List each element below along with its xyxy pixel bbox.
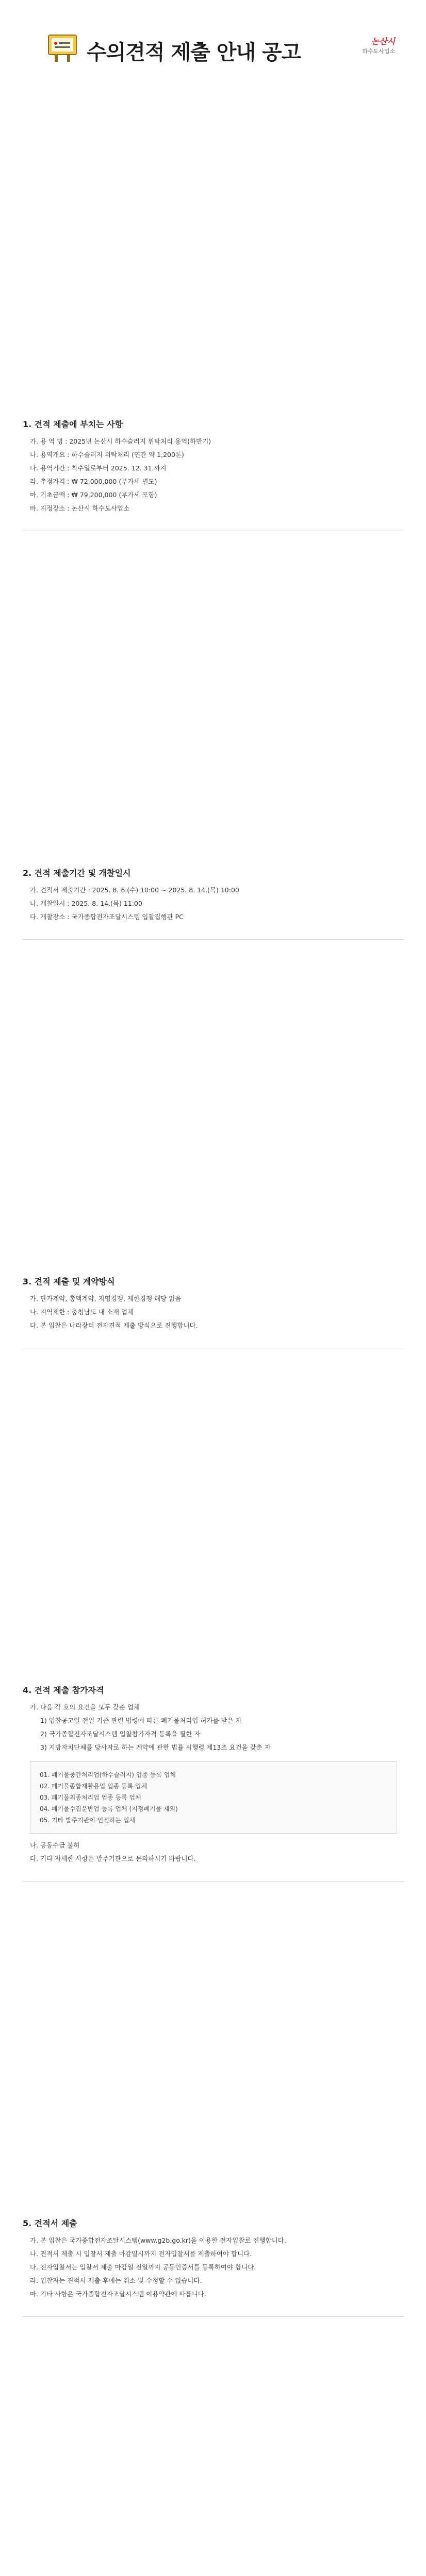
section-line: 나. 개찰일시 : 2025. 8. 14.(목) 11:00 (30, 900, 142, 907)
section-2 (23, 867, 404, 924)
section-line: 나. 공동수급 불허 (30, 1841, 80, 1849)
section-line: 가. 견적서 제출기간 : 2025. 8. 6.(수) 10:00 ~ 2025. 8. 14.(목) 10:00 (30, 886, 239, 894)
section-line: 라. 추정가격 : ₩ 72,000,000 (부가세 별도) (30, 478, 157, 485)
section-line: 가. 단가계약, 총액계약, 지명경쟁, 제한경쟁 해당 없음 (30, 1295, 182, 1302)
logo-sub: 하수도사업소 (362, 48, 395, 55)
section-line: 2) 국가종합전자조달시스템 입찰참가자격 등록을 필한 자 (40, 1730, 201, 1738)
section-title: 3. 견적 제출 및 계약방식 (23, 1277, 115, 1286)
section-1 (23, 418, 404, 515)
section-4 (23, 1684, 404, 1866)
section-line: 바. 지정장소 : 논산시 하수도사업소 (30, 504, 130, 512)
section-line: 다. 기타 자세한 사항은 발주기관으로 문의하시기 바랍니다. (30, 1855, 196, 1862)
eligibility-item: 01. 폐기물중간처리업(하수슬러지) 업종 등록 업체 (40, 1771, 176, 1778)
section-line: 다. 전자입찰서는 입찰서 제출 마감일 전일까지 공동인증서를 등록하여야 합니다. (30, 2263, 256, 2271)
section-line: 나. 지역제한 : 충청남도 내 소재 업체 (30, 1308, 134, 1316)
section-line: 라. 입찰자는 견적서 제출 후에는 취소 및 수정할 수 없습니다. (30, 2277, 202, 2284)
section-line: 마. 기초금액 : ₩ 79,200,000 (부가세 포함) (30, 491, 157, 499)
section-divider (23, 1881, 404, 1882)
eligibility-box (30, 1761, 397, 1834)
notice-board-icon (46, 32, 78, 64)
section-title: 2. 견적 제출기간 및 개찰일시 (23, 868, 131, 878)
section-line: 가. 용 역 명 : 2025년 논산시 하수슬러지 위탁처리 용역(하반기) (30, 437, 211, 445)
section-5 (23, 2217, 404, 2301)
eligibility-item: 05. 기타 발주기관이 인정하는 업체 (40, 1817, 136, 1824)
section-line: 가. 다음 각 호의 요건을 모두 갖춘 업체 (30, 1703, 140, 1711)
section-line: 가. 본 입찰은 국가종합전자조달시스템(www.g2b.go.kr)을 이용한 전자입찰로 진행합니다. (30, 2236, 286, 2244)
section-line: 나. 용역개요 : 하수슬러지 위탁처리 (연간 약 1,200톤) (30, 451, 184, 459)
section-title: 1. 견적 제출에 부치는 사항 (23, 419, 123, 429)
section-line: 다. 용역기간 : 착수일로부터 2025. 12. 31.까지 (30, 464, 167, 472)
section-title: 5. 견적서 제출 (23, 2218, 77, 2228)
page-title: 수의견적 제출 안내 공고 (87, 41, 301, 64)
section-line: 3) 지방자치단체를 당사자로 하는 계약에 관한 법률 시행령 제13조 요건을 갖춘 자 (40, 1743, 271, 1751)
section-3 (23, 1275, 404, 1332)
section-divider (23, 939, 404, 940)
header (0, 0, 426, 77)
section-title: 4. 견적 제출 참가자격 (23, 1685, 104, 1695)
section-line: 다. 개찰장소 : 국가종합전자조달시스템 입찰집행관 PC (30, 913, 184, 921)
section-divider (23, 2316, 404, 2317)
section-line: 마. 기타 사항은 국가종합전자조달시스템 이용약관에 따릅니다. (30, 2290, 206, 2298)
section-line: 나. 견적서 제출 시 입찰서 제출 마감일시까지 전자입찰서를 제출하여야 합니다. (30, 2250, 252, 2258)
eligibility-item: 04. 폐기물수집운반업 등록 업체 (지정폐기물 제외) (40, 1805, 178, 1812)
org-logo (362, 35, 395, 55)
logo-main: 논산시 (371, 37, 395, 46)
eligibility-item: 03. 폐기물최종처리업 업종 등록 업체 (40, 1794, 141, 1801)
section-line: 1) 입찰공고일 전일 기준 관련 법령에 따른 폐기물처리업 허가를 받은 자 (40, 1717, 242, 1724)
notice-body (23, 82, 404, 2576)
eligibility-item: 02. 폐기물종합재활용업 업종 등록 업체 (40, 1783, 148, 1790)
section-line: 다. 본 입찰은 나라장터 전자견적 제출 방식으로 진행합니다. (30, 1321, 198, 1329)
